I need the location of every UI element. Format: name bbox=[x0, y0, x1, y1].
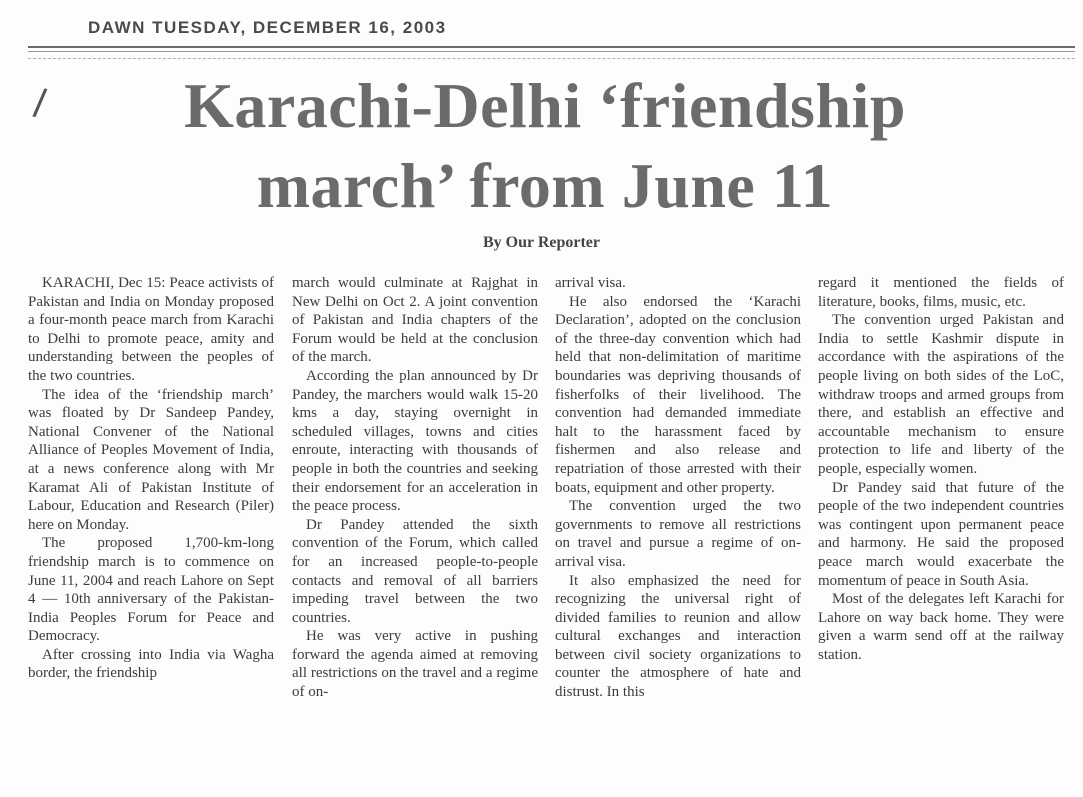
paragraph: The proposed 1,700-km-long friendship march is to commence on June 11, 2004 and reach Lahore on Sept 4 — 10th anniversary of the Pakistan-India Peoples Forum for Peace and Democracy. bbox=[28, 535, 274, 645]
paragraph: Dr Pandey said that future of the people of the two independent countries was contingent upon permanent peace and harmony. He said the proposed peace march would exacerbate the momentum of peace in South Asia. bbox=[818, 479, 1064, 589]
article-column-1 bbox=[28, 274, 274, 683]
headline bbox=[80, 66, 1010, 226]
article-column-3 bbox=[555, 274, 801, 702]
paragraph: KARACHI, Dec 15: Peace activists of Pakistan and India on Monday proposed a four-month peace march from Karachi to Delhi to promote peace, amity and understanding between the peoples of the two countries. bbox=[28, 275, 274, 384]
paragraph: According the plan announced by Dr Pandey, the marchers would walk 15-20 kms a day, staying overnight in scheduled villages, towns and cities enroute, interacting with thousands of people in both the countries and seeking their endorsement for an acceleration in the peace process. bbox=[292, 367, 538, 515]
paragraph: march would culminate at Rajghat in New Delhi on Oct 2. A joint convention of Pakistan and India chapters of the Forum would be held at the conclusion of the march. bbox=[292, 275, 538, 366]
byline: By Our Reporter bbox=[482, 234, 600, 251]
paragraph: He was very active in pushing forward the agenda aimed at removing all restrictions on the travel and a regime of on- bbox=[292, 628, 538, 701]
masthead-rule bbox=[28, 46, 1075, 52]
paragraph: It also emphasized the need for recognizing the universal right of divided families to reunion and allow cultural exchanges and interaction between civil society organizations to counter the atmosphere of hate and distrust. In this bbox=[555, 572, 801, 701]
paragraph: The idea of the ‘friendship march’ was floated by Dr Sandeep Pandey, National Convener of the National Alliance of Peoples Movement of India, at a news conference along with Mr Karamat Ali of Pakistan Institute of Labour, Education and Research (Piler) here on Monday. bbox=[28, 386, 274, 533]
headline-line-2: march’ from June 11 bbox=[256, 150, 834, 221]
paragraph: The convention urged Pakistan and India to settle Kashmir dispute in accordance with the aspirations of the people living on both sides of the LoC, withdraw troops and armed groups from there, and establish an effective and accountable mechanism to ensure protection to life and liberty of the people, especially women. bbox=[818, 312, 1064, 477]
paragraph: regard it mentioned the fields of literature, books, films, music, etc. bbox=[818, 275, 1064, 310]
article-column-2 bbox=[292, 274, 538, 702]
paragraph: The convention urged the two governments to remove all restrictions on travel and pursue a regime of on-arrival visa. bbox=[555, 498, 801, 570]
paragraph: Dr Pandey attended the sixth convention of the Forum, which called for an increased people-to-people contacts and removal of all barriers impeding travel between the two countries. bbox=[292, 516, 538, 626]
paragraph: After crossing into India via Wagha border, the friendship bbox=[28, 646, 274, 682]
masthead-rule-thin bbox=[28, 58, 1075, 59]
paragraph: Most of the delegates left Karachi for Lahore on way back home. They were given a warm send off at the railway station. bbox=[818, 591, 1064, 663]
masthead-dateline: DAWN TUESDAY, DECEMBER 16, 2003 bbox=[88, 18, 447, 37]
article-column-4 bbox=[818, 274, 1064, 664]
paragraph: He also endorsed the ‘Karachi Declaration’, adopted on the conclusion of the three-day convention which had held that non-delimitation of maritime boundaries was depriving thousands of fisherfolks of their livelihood. The convention had demanded immediate halt to the harassment faced by fishermen and also release and repatriation of those arrested with their boats, equipment and other property. bbox=[555, 293, 801, 496]
paragraph: arrival visa. bbox=[555, 275, 626, 291]
headline-line-1: Karachi-Delhi ‘friendship bbox=[184, 70, 906, 141]
margin-pen-mark: / bbox=[31, 81, 49, 127]
